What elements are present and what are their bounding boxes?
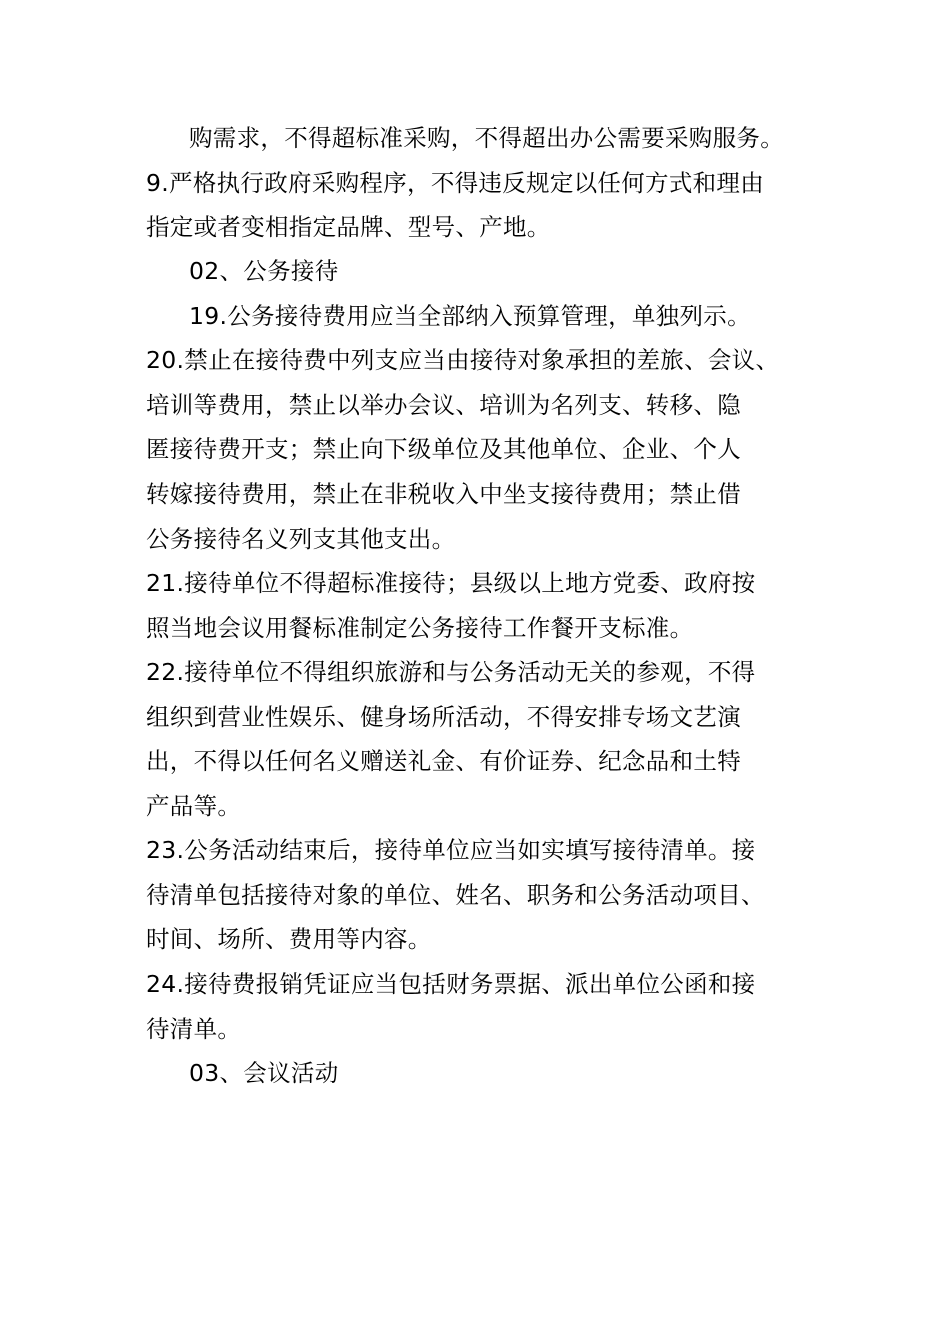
paragraph-line: 出，不得以任何名义赠送礼金、有价证券、纪念品和土特	[146, 747, 741, 775]
section-heading: 03、会议活动	[189, 1059, 339, 1087]
paragraph-line: 转嫁接待费用，禁止在非税收入中坐支接待费用；禁止借	[146, 480, 741, 508]
paragraph-line: 公务接待名义列支其他支出。	[146, 525, 456, 553]
paragraph-line: 培训等费用，禁止以举办会议、培训为名列支、转移、隐	[146, 391, 741, 419]
paragraph-line: 指定或者变相指定品牌、型号、产地。	[146, 213, 551, 241]
paragraph-line: 20.禁止在接待费中列支应当由接待对象承担的差旅、会议、	[146, 346, 780, 374]
paragraph-line: 9.严格执行政府采购程序，不得违反规定以任何方式和理由	[146, 169, 765, 197]
paragraph-line: 匿接待费开支；禁止向下级单位及其他单位、企业、个人	[146, 435, 741, 463]
paragraph-line: 时间、场所、费用等内容。	[146, 925, 432, 953]
paragraph-line: 照当地会议用餐标准制定公务接待工作餐开支标准。	[146, 614, 694, 642]
paragraph-line: 组织到营业性娱乐、健身场所活动，不得安排专场文艺演	[146, 703, 741, 731]
paragraph-line: 22.接待单位不得组织旅游和与公务活动无关的参观，不得	[146, 658, 756, 686]
paragraph-line: 24.接待费报销凭证应当包括财务票据、派出单位公函和接	[146, 970, 756, 998]
paragraph-line: 购需求，不得超标准采购，不得超出办公需要采购服务。	[189, 124, 784, 152]
paragraph-line: 待清单。	[146, 1015, 242, 1043]
paragraph-line: 23.公务活动结束后，接待单位应当如实填写接待清单。接	[146, 836, 756, 864]
paragraph-line: 21.接待单位不得超标准接待；县级以上地方党委、政府按	[146, 569, 756, 597]
paragraph-line: 待清单包括接待对象的单位、姓名、职务和公务活动项目、	[146, 881, 765, 909]
paragraph-line: 产品等。	[146, 792, 242, 820]
section-heading: 02、公务接待	[189, 257, 339, 285]
paragraph-line: 19.公务接待费用应当全部纳入预算管理，单独列示。	[189, 302, 751, 330]
